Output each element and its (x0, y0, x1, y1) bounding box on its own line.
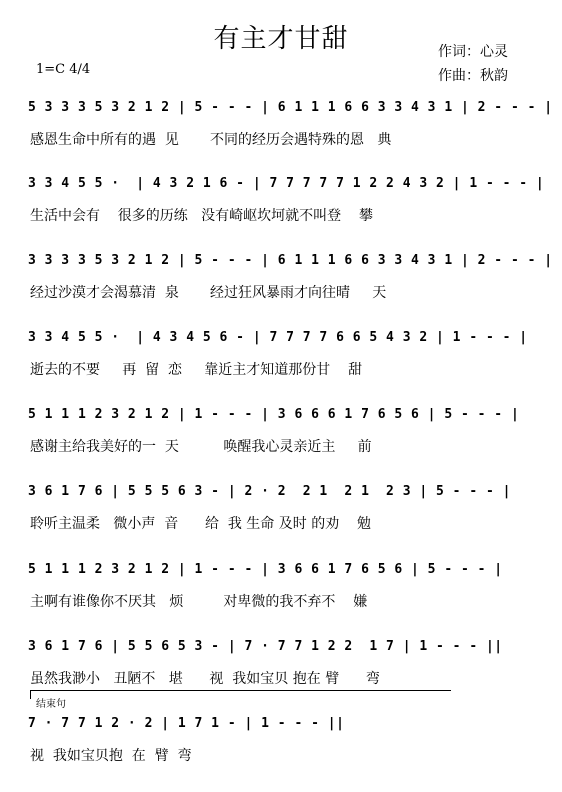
song-title: 有主才甘甜 (213, 24, 349, 54)
lyrics-line: 主啊有谁像你不厌其 烦 对卑微的我不弃不 嫌 (30, 594, 368, 610)
score-system-7 (28, 562, 538, 638)
lyrics-line: 虽然我渺小 丑陋不 堪 视 我如宝贝 抱在 臂 弯 (30, 671, 380, 687)
ending-label: 结束句 (36, 699, 66, 710)
ending-bracket (30, 690, 451, 699)
lyrics-line: 生活中会有 很多的历练 没有崎岖坎坷就不叫登 攀 (30, 208, 373, 224)
lyrics-line: 经过沙漠才会渴慕清 泉 经过狂风暴雨才向往晴 天 (30, 285, 387, 301)
score-system-4 (28, 330, 538, 406)
score-system-1 (28, 100, 553, 176)
score-system-3 (28, 253, 553, 329)
lyrics-line: 感恩生命中所有的遇 见 不同的经历会遇特殊的恩 典 (30, 132, 392, 148)
notation-line: 5 3 3 3 5 3 2 1 2 | 5 - - - | 6 1 1 1 6 6 3 3 4 3 1 | 2 - - - | (28, 100, 553, 115)
key-time-signature: 1=C 4/4 (36, 62, 91, 77)
notation-line: 7 · 7 7 1 2 · 2 | 1 7 1 - | 1 - - - || (28, 716, 345, 731)
lyrics-line: 视 我如宝贝抱 在 臂 弯 (30, 748, 192, 764)
score-system-5 (28, 407, 538, 483)
lyrics-line: 感谢主给我美好的一 天 唤醒我心灵亲近主 前 (30, 439, 372, 455)
lyrics-line: 聆听主温柔 微小声 音 给 我 生命 及时 的劝 勉 (30, 516, 372, 532)
notation-line: 5 1 1 1 2 3 2 1 2 | 1 - - - | 3 6 6 1 7 6 5 6 | 5 - - - | (28, 562, 503, 577)
notation-line: 3 3 4 5 5 · | 4 3 4 5 6 - | 7 7 7 7 6 6 5 4 3 2 | 1 - - - | (28, 330, 528, 345)
score-system-2 (28, 176, 545, 252)
lyrics-line: 逝去的不要 再 留 恋 靠近主才知道那份甘 甜 (30, 362, 363, 378)
notation-line: 3 3 3 3 5 3 2 1 2 | 5 - - - | 6 1 1 1 6 6 3 3 4 3 1 | 2 - - - | (28, 253, 553, 268)
notation-line: 5 1 1 1 2 3 2 1 2 | 1 - - - | 3 6 6 6 1 7 6 5 6 | 5 - - - | (28, 407, 520, 422)
credits (438, 40, 508, 88)
score-system-6 (28, 484, 538, 560)
composer-credit: 作曲：秋韵 (438, 68, 508, 84)
notation-line: 3 6 1 7 6 | 5 5 6 5 3 - | 7 · 7 7 1 2 2 1 7 | 1 - - - || (28, 639, 503, 654)
score-system-8 (28, 639, 538, 715)
notation-line: 3 6 1 7 6 | 5 5 5 6 3 - | 2 · 2 2 1 2 1 2 3 | 5 - - - | (28, 484, 511, 499)
lyricist-credit: 作词：心灵 (438, 44, 508, 60)
notation-line: 3 3 4 5 5 · | 4 3 2 1 6 - | 7 7 7 7 7 1 2 2 4 3 2 | 1 - - - | (28, 176, 545, 191)
